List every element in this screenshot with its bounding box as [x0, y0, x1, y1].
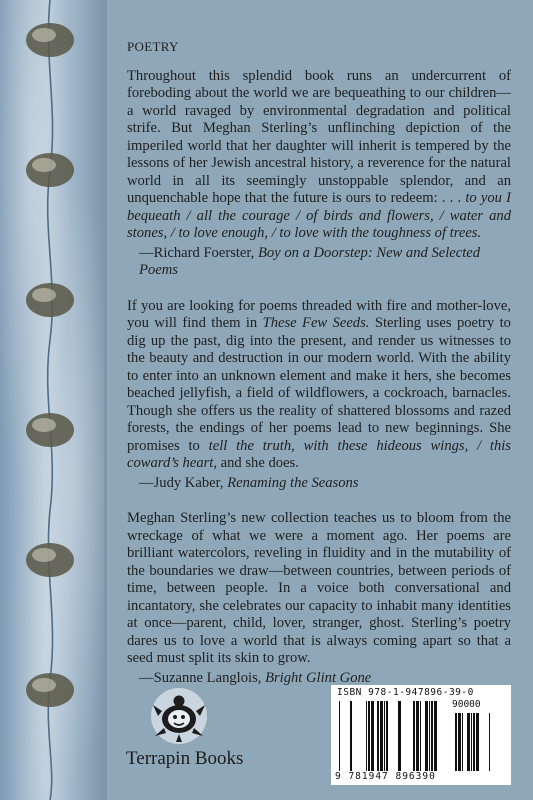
publisher-name: Terrapin Books — [126, 748, 244, 769]
seed-pod-icon — [26, 153, 74, 187]
barcode-bar — [339, 701, 340, 771]
barcode-bar — [429, 701, 430, 771]
barcode-bar — [489, 713, 490, 771]
barcode-bar — [476, 713, 479, 771]
barcode-bar — [431, 701, 433, 771]
genre-heading: POETRY — [127, 39, 179, 54]
barcode-bar — [455, 713, 457, 771]
seed-pod-icon — [26, 673, 74, 707]
barcode-bar — [398, 701, 401, 771]
blurb-1-quote: to you I bequeath / all the courage / of birds and flowers, / water and stones, / to love enough, / to love with the toughness of trees. — [127, 190, 511, 241]
blurb-3-source: Bright Glint Gone — [265, 669, 372, 686]
blurb-1-author: —Richard Foerster, — [139, 244, 258, 261]
blurb-2-attribution — [127, 475, 511, 493]
barcode-bar — [473, 713, 475, 771]
barcode-bar — [462, 713, 463, 771]
barcode-bar — [416, 701, 419, 771]
barcode-bar — [420, 701, 421, 771]
blurb-3-author: —Suzanne Langlois, — [139, 669, 266, 686]
blurb-1-text — [127, 68, 511, 243]
blurb-3-segment: Meghan Sterling’s new collection teaches us to bloom from the wreckage of what we were a moment ago. Her poems are brilliant watercolors, reveling in fluidity and in the mutability of the boundaries we draw—between countries, between periods of time, between people. In a voice both conversational and incantatory, she celebrates our capacity to inhabit many identities at once—parent, child, lover, stranger, ghost. Sterling’s poetry dares us to love a world that is always coming apart so that a seed must split its skin to grow. — [127, 510, 511, 666]
barcode-bar — [425, 701, 428, 771]
seed-pod-icon — [26, 23, 74, 57]
isbn-label: ISBN 978-1-947896-39-0 — [337, 687, 474, 698]
strip-edge-divider — [104, 0, 107, 800]
isbn-barcode — [331, 685, 511, 785]
barcode-bar — [371, 701, 374, 771]
barcode-bar — [458, 713, 461, 771]
price-code: 90000 — [452, 699, 481, 710]
blurb-2-segment: Sterling uses poetry to dig up the past, dig into the present, and render us witnesses to the beauty and destruction in our modern world. With the ability to enter into an unknown element and make it hers, she becomes beached jellyfish, a field of wildflowers, a cockroach, barnacles. Though she offers us the reality of shattered blossoms and razed forests, the endings of her poems lead to new beginnings. She promises to — [127, 315, 511, 454]
turtle-logo-icon — [150, 686, 208, 746]
barcode-bar — [384, 701, 385, 771]
blurb-1-source: Boy on a Doorstep: New and Selected Poems — [139, 244, 481, 278]
seed-pod-icon — [26, 543, 74, 577]
blurb-2-segment: If you are looking for poems threaded with fire and mother-love, you will find them in — [127, 297, 511, 331]
barcode-bar — [386, 701, 388, 771]
barcode-bar — [434, 701, 437, 771]
ean-bars — [339, 701, 447, 771]
blurb-1-segment: Throughout this splendid book runs an undercurrent of foreboding about the world we are bequeathing to our children—a world ravaged by environmental degradation and political strife. But Meghan Sterling’s unflinching depiction of the imperiled world that her daughter will inherit is tempered by the lessons of her Jewish ancestral history, a reverence for the natural world in all its seemingly unstoppable splendor, and an unquenchable hope that the future is ours to redeem: . . . — [127, 67, 511, 206]
watercolor-seed-strip — [0, 0, 104, 800]
barcode-bar — [467, 713, 470, 771]
barcode-bar — [368, 701, 370, 771]
addon-bars — [453, 713, 505, 771]
blurb-2-author: —Judy Kaber, — [139, 474, 228, 491]
ean-digits: 9 781947 896390 — [335, 771, 436, 782]
blurb-2-book-title: These Few Seeds. — [262, 315, 370, 331]
blurb-column — [127, 38, 511, 687]
seed-pod-icon — [26, 283, 74, 317]
barcode-bar — [366, 701, 367, 771]
blurb-1-attribution — [127, 245, 511, 280]
barcode-bar — [413, 701, 415, 771]
seed-pods-illustration — [0, 0, 104, 800]
blurb-2-source: Renaming the Seasons — [227, 474, 359, 491]
barcode-bar — [380, 701, 383, 771]
blurb-2-segment: and she does. — [217, 455, 299, 471]
blurb-2-quote: tell the truth, with these hideous wings, / this coward’s heart, — [127, 437, 511, 471]
barcode-bar — [471, 713, 472, 771]
barcode-bar — [377, 701, 379, 771]
blurb-3-text — [127, 510, 511, 668]
barcode-bar — [350, 701, 352, 771]
blurb-2-text — [127, 298, 511, 473]
seed-pod-icon — [26, 413, 74, 447]
